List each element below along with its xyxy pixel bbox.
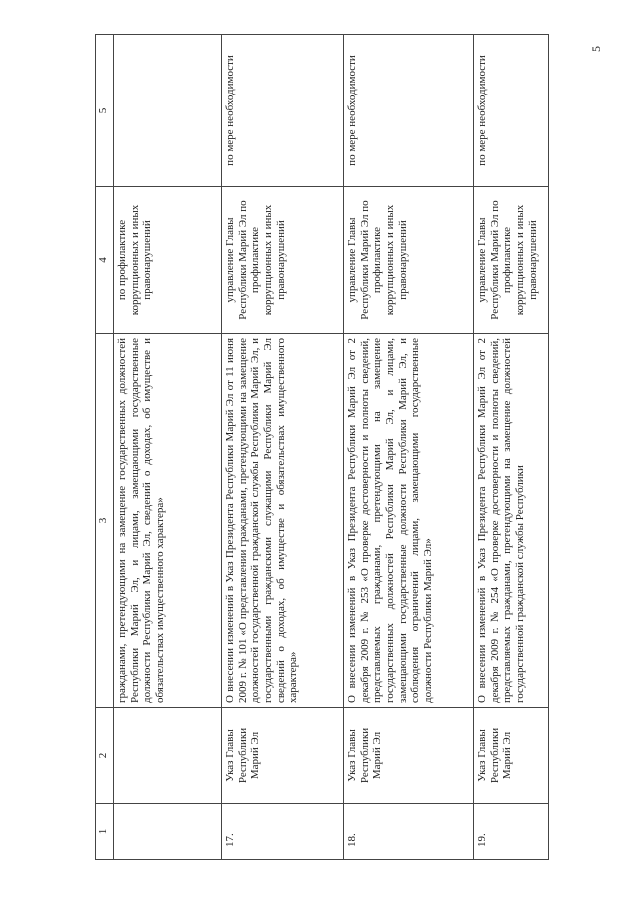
document-type: Указ Главы Республики Марий Эл	[222, 708, 344, 804]
cell-continued-description: гражданами, претендующими на замещение государственных должностей Республики Марий Эл, и лицами, замещающими государственные должности Республики Марий Эл, сведений о доходах, об имуществе и обязательствах имущественного характера»	[114, 334, 222, 708]
document-type: Указ Главы Республики Марий Эл	[474, 708, 549, 804]
document-type: Указ Главы Республики Марий Эл	[344, 708, 474, 804]
responsible-body: управление Главы Республики Марий Эл по профилактике коррупционных и иных правонарушений	[344, 187, 474, 334]
column-header-4: 4	[96, 187, 114, 334]
column-header-5: 5	[96, 35, 114, 187]
column-header-1: 1	[96, 804, 114, 860]
document-description: О внесении изменений в Указ Президента Республики Марий Эл от 2 декабря 2009 г. № 254 «О проверке достоверности и полноты сведений, представляемых гражданами, претендующими на замещение должностей государственной гражданской службы Республики	[474, 334, 549, 708]
table-header-row	[96, 35, 114, 860]
cell-empty-type	[114, 708, 222, 804]
execution-term: по мере необходимости	[474, 35, 549, 187]
responsible-body: управление Главы Республики Марий Эл по профилактике коррупционных и иных правонарушений	[222, 187, 344, 334]
document-table-rotated	[95, 55, 563, 860]
execution-term: по мере необходимости	[222, 35, 344, 187]
responsible-body: управление Главы Республики Марий Эл по профилактике коррупционных и иных правонарушений	[474, 187, 549, 334]
table-row-18	[344, 35, 474, 860]
row-number: 17.	[222, 804, 344, 860]
document-description: О внесении изменений в Указ Президента Республики Марий Эл от 11 июня 2009 г. № 101 «О представлении гражданами, претендующими на замещение должностей государственной гражданской службы Республики Марий Эл, и государственными гражданскими служащими Республики Марий Эл сведений о доходах, об имуществе и обязательствах имущественного характера»	[222, 334, 344, 708]
row-number: 19.	[474, 804, 549, 860]
cell-empty-term	[114, 35, 222, 187]
column-header-3: 3	[96, 334, 114, 708]
execution-term: по мере необходимости	[344, 35, 474, 187]
page-number: 5	[589, 46, 603, 52]
document-description: О внесении изменений в Указ Президента Республики Марий Эл от 2 декабря 2009 г. № 253 «О проверке достоверности и полноты сведений, представляемых гражданами, претендующими на замещение государственных должностей Республики Марий Эл, и лицами, замещающими государственные должности Республики Марий Эл, и соблюдения ограничений лицами, замещающими государственные должности Республики Марий Эл»	[344, 334, 474, 708]
column-header-2: 2	[96, 708, 114, 804]
cell-empty-num	[114, 804, 222, 860]
table-row-19	[474, 35, 549, 860]
table-row-continued	[114, 35, 222, 860]
table-row-17	[222, 35, 344, 860]
measures-table	[95, 34, 549, 860]
row-number: 18.	[344, 804, 474, 860]
cell-continued-responsible: по профилактике коррупционных и иных правонарушений	[114, 187, 222, 334]
